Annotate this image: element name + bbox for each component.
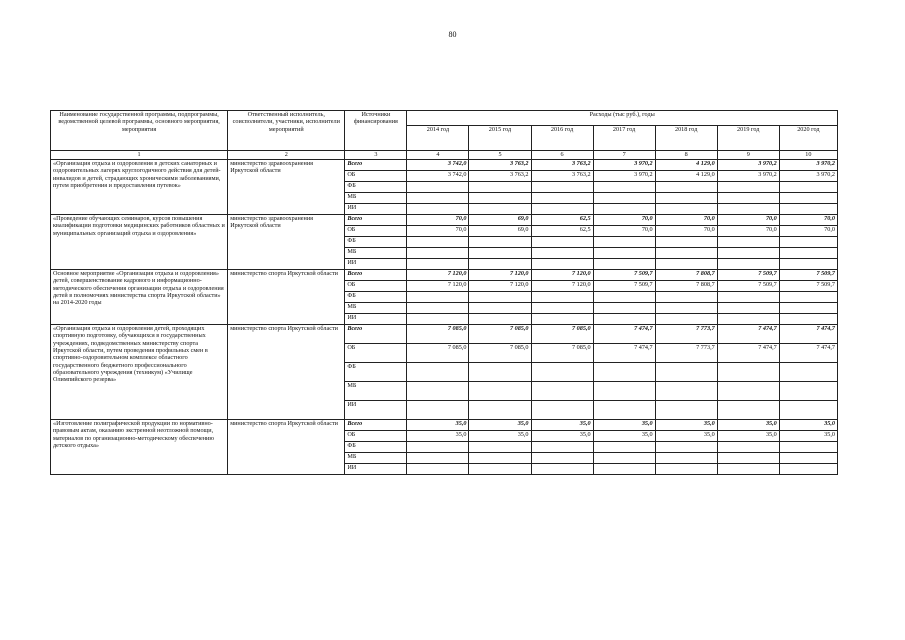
- expense-value: 70,0: [655, 226, 717, 237]
- expense-value: [717, 401, 779, 420]
- expense-value: 70,0: [717, 226, 779, 237]
- expense-value: [655, 453, 717, 464]
- expense-value: [717, 204, 779, 215]
- expense-value: [531, 314, 593, 325]
- expense-value: 3 763,2: [531, 160, 593, 171]
- expense-value: [593, 292, 655, 303]
- expense-value: [407, 182, 469, 193]
- funding-source: ФБ: [345, 292, 407, 303]
- expense-value: [779, 248, 837, 259]
- table-row: [51, 420, 838, 431]
- expense-value: 7 085,0: [469, 344, 531, 363]
- expense-value: [717, 442, 779, 453]
- expense-value: [655, 193, 717, 204]
- expense-value: 7 808,7: [655, 270, 717, 281]
- measure-name: «Организация отдыха и оздоровления в детских санаторных и оздоровительных лагерях круглогодичного действия для детей-инвалидов и детей, страдающих хроническими заболеваниями, путем приобретения и предоставления путевок»: [51, 160, 228, 215]
- funding-source: Всего: [345, 160, 407, 171]
- expense-value: [593, 314, 655, 325]
- header-executor: Ответственный исполнитель, соисполнители, участники, исполнители мероприятий: [228, 111, 345, 151]
- expense-value: 7 773,7: [655, 325, 717, 344]
- executor: министерство здравоохранения Иркутской области: [228, 160, 345, 215]
- column-number: 5: [469, 151, 531, 160]
- expense-value: [779, 363, 837, 382]
- budget-table: [50, 110, 838, 475]
- expense-value: [469, 182, 531, 193]
- column-number: 9: [717, 151, 779, 160]
- expense-value: 69,0: [469, 226, 531, 237]
- expense-value: [593, 248, 655, 259]
- expense-value: 7 474,7: [593, 344, 655, 363]
- expense-value: [469, 401, 531, 420]
- expense-value: [531, 248, 593, 259]
- expense-value: 7 509,7: [593, 270, 655, 281]
- expense-value: [531, 442, 593, 453]
- expense-value: [779, 464, 837, 475]
- expense-value: 7 085,0: [531, 325, 593, 344]
- expense-value: 70,0: [717, 215, 779, 226]
- expense-value: 35,0: [717, 420, 779, 431]
- funding-source: ОБ: [345, 226, 407, 237]
- expense-value: [593, 453, 655, 464]
- expense-value: 7 120,0: [469, 270, 531, 281]
- expense-value: 35,0: [469, 431, 531, 442]
- column-number: 4: [407, 151, 469, 160]
- expense-value: 4 129,0: [655, 160, 717, 171]
- expense-value: [779, 237, 837, 248]
- column-number: 10: [779, 151, 837, 160]
- expense-value: [407, 292, 469, 303]
- expense-value: [469, 382, 531, 401]
- expense-value: 7 120,0: [531, 281, 593, 292]
- expense-value: [593, 363, 655, 382]
- funding-source: Всего: [345, 270, 407, 281]
- measure-name: «Изготовление полиграфической продукции по нормативно-правовым актам, оказанию экстренной неотложной помощи, материалов по организационно-методическому обеспечению детского отдыха»: [51, 420, 228, 475]
- expense-value: [655, 303, 717, 314]
- expense-value: [779, 442, 837, 453]
- header-year: 2015 год: [469, 126, 531, 151]
- expense-value: [593, 237, 655, 248]
- page-number: 80: [448, 30, 457, 39]
- funding-source: ФБ: [345, 237, 407, 248]
- expense-value: [407, 442, 469, 453]
- table-row: [51, 270, 838, 281]
- header-year: 2014 год: [407, 126, 469, 151]
- expense-value: [717, 382, 779, 401]
- funding-source: ОБ: [345, 281, 407, 292]
- expense-value: [407, 303, 469, 314]
- header-expenses: Расходы (тыс руб.), годы: [407, 111, 838, 126]
- expense-value: [593, 204, 655, 215]
- expense-value: [469, 248, 531, 259]
- expense-value: [531, 259, 593, 270]
- expense-value: [717, 303, 779, 314]
- expense-value: [469, 193, 531, 204]
- expense-value: 35,0: [531, 420, 593, 431]
- expense-value: 62,5: [531, 215, 593, 226]
- expense-value: 7 085,0: [531, 344, 593, 363]
- funding-source: МБ: [345, 248, 407, 259]
- expense-value: [717, 248, 779, 259]
- expense-value: 7 474,7: [717, 344, 779, 363]
- header-year: 2019 год: [717, 126, 779, 151]
- expense-value: [469, 453, 531, 464]
- column-number: 3: [345, 151, 407, 160]
- expense-value: [407, 382, 469, 401]
- expense-value: [531, 182, 593, 193]
- expense-value: [531, 401, 593, 420]
- expense-value: 3 970,2: [779, 160, 837, 171]
- expense-value: 69,0: [469, 215, 531, 226]
- expense-value: [779, 453, 837, 464]
- expense-value: 35,0: [779, 431, 837, 442]
- expense-value: [593, 182, 655, 193]
- expense-value: 7 120,0: [531, 270, 593, 281]
- expense-value: [469, 237, 531, 248]
- funding-source: Всего: [345, 215, 407, 226]
- expense-value: [407, 248, 469, 259]
- expense-value: 7 773,7: [655, 344, 717, 363]
- expense-value: [779, 204, 837, 215]
- expense-value: [779, 193, 837, 204]
- expense-value: [779, 382, 837, 401]
- expense-value: [407, 464, 469, 475]
- expense-value: [531, 237, 593, 248]
- expense-value: [469, 363, 531, 382]
- expense-value: [469, 442, 531, 453]
- expense-value: 35,0: [655, 420, 717, 431]
- expense-value: [655, 442, 717, 453]
- funding-source: ОБ: [345, 344, 407, 363]
- expense-value: [531, 453, 593, 464]
- expense-value: 7 120,0: [469, 281, 531, 292]
- expense-value: [717, 314, 779, 325]
- expense-value: 3 970,2: [717, 160, 779, 171]
- header-source: Источники финансирования: [345, 111, 407, 151]
- expense-value: 3 763,2: [469, 171, 531, 182]
- funding-source: ФБ: [345, 442, 407, 453]
- expense-value: 70,0: [407, 226, 469, 237]
- expense-value: 35,0: [779, 420, 837, 431]
- expense-value: 7 085,0: [469, 325, 531, 344]
- funding-source: Всего: [345, 325, 407, 344]
- funding-source: ИИ: [345, 204, 407, 215]
- expense-value: 70,0: [655, 215, 717, 226]
- expense-value: 62,5: [531, 226, 593, 237]
- expense-value: 7 509,7: [779, 281, 837, 292]
- expense-value: 35,0: [593, 420, 655, 431]
- funding-source: ФБ: [345, 182, 407, 193]
- funding-source: Всего: [345, 420, 407, 431]
- executor: министерство спорта Иркутской области: [228, 420, 345, 475]
- expense-value: 7 474,7: [717, 325, 779, 344]
- expense-value: [779, 182, 837, 193]
- column-number: 2: [228, 151, 345, 160]
- expense-value: [407, 193, 469, 204]
- expense-value: [531, 363, 593, 382]
- expense-value: [469, 204, 531, 215]
- table-row: [51, 215, 838, 226]
- expense-value: [779, 259, 837, 270]
- funding-source: МБ: [345, 382, 407, 401]
- header-year: 2018 год: [655, 126, 717, 151]
- expense-value: [593, 382, 655, 401]
- expense-value: [531, 292, 593, 303]
- expense-value: [407, 259, 469, 270]
- expense-value: [655, 363, 717, 382]
- expense-value: [593, 303, 655, 314]
- expense-value: [407, 237, 469, 248]
- funding-source: ИИ: [345, 314, 407, 325]
- expense-value: [469, 303, 531, 314]
- expense-value: 7 509,7: [593, 281, 655, 292]
- expense-value: 35,0: [407, 420, 469, 431]
- executor: министерство здравоохранения Иркутской области: [228, 215, 345, 270]
- executor: министерство спорта Иркутской области: [228, 270, 345, 325]
- expense-value: [655, 464, 717, 475]
- expense-value: [717, 292, 779, 303]
- expense-value: [655, 204, 717, 215]
- expense-value: [717, 453, 779, 464]
- expense-value: 7 474,7: [593, 325, 655, 344]
- expense-value: [655, 314, 717, 325]
- expense-value: [655, 401, 717, 420]
- executor: министерство спорта Иркутской области: [228, 325, 345, 420]
- expense-value: [531, 464, 593, 475]
- expense-value: [655, 248, 717, 259]
- expense-value: [655, 259, 717, 270]
- expense-value: [593, 193, 655, 204]
- funding-source: МБ: [345, 453, 407, 464]
- funding-source: МБ: [345, 193, 407, 204]
- expense-value: 3 970,2: [717, 171, 779, 182]
- expense-value: 3 763,2: [531, 171, 593, 182]
- header-name: Наименование государственной программы, подпрограммы, ведомственной целевой программы, основного мероприятия, мероприятия: [51, 111, 228, 151]
- expense-value: [779, 314, 837, 325]
- header-year: 2020 год: [779, 126, 837, 151]
- funding-source: МБ: [345, 303, 407, 314]
- table-row: [51, 325, 838, 344]
- expense-value: 35,0: [531, 431, 593, 442]
- expense-value: 7 509,7: [717, 270, 779, 281]
- expense-value: 4 129,0: [655, 171, 717, 182]
- expense-value: 70,0: [593, 215, 655, 226]
- expense-value: [779, 292, 837, 303]
- expense-value: [469, 464, 531, 475]
- expense-value: [407, 401, 469, 420]
- expense-value: 35,0: [593, 431, 655, 442]
- expense-value: 7 120,0: [407, 281, 469, 292]
- column-number: 7: [593, 151, 655, 160]
- expense-value: [717, 363, 779, 382]
- expense-value: 7 474,7: [779, 344, 837, 363]
- expense-value: [655, 182, 717, 193]
- expense-value: 7 509,7: [779, 270, 837, 281]
- expense-value: [593, 464, 655, 475]
- expense-value: [717, 193, 779, 204]
- expense-value: 7 474,7: [779, 325, 837, 344]
- expense-value: [779, 401, 837, 420]
- expense-value: [717, 464, 779, 475]
- expense-value: [407, 453, 469, 464]
- expense-value: 70,0: [779, 215, 837, 226]
- expense-value: 70,0: [407, 215, 469, 226]
- funding-source: ИИ: [345, 259, 407, 270]
- expense-value: [779, 303, 837, 314]
- expense-value: [655, 382, 717, 401]
- funding-source: ФБ: [345, 363, 407, 382]
- expense-value: [407, 204, 469, 215]
- funding-source: ОБ: [345, 171, 407, 182]
- column-number: 8: [655, 151, 717, 160]
- measure-name: Основное мероприятие «Организация отдыха и оздоровления» детей, совершенствование кадрового и информационно-методического обеспечения организации отдыха и оздоровления детей в полномочиях министерства спорта Иркутской области» на 2014-2020 годы: [51, 270, 228, 325]
- funding-source: ОБ: [345, 431, 407, 442]
- expense-value: [655, 237, 717, 248]
- table-row: [51, 160, 838, 171]
- expense-value: [593, 401, 655, 420]
- expense-value: 3 970,2: [593, 160, 655, 171]
- expense-value: 3 970,2: [593, 171, 655, 182]
- expense-value: 7 808,7: [655, 281, 717, 292]
- expense-value: [469, 314, 531, 325]
- expense-value: [717, 237, 779, 248]
- expense-value: [407, 314, 469, 325]
- expense-value: [655, 292, 717, 303]
- expense-value: 7 120,0: [407, 270, 469, 281]
- expense-value: 35,0: [407, 431, 469, 442]
- expense-value: [531, 193, 593, 204]
- funding-source: ИИ: [345, 464, 407, 475]
- expense-value: 70,0: [779, 226, 837, 237]
- expense-value: 70,0: [593, 226, 655, 237]
- expense-value: 7 085,0: [407, 325, 469, 344]
- expense-value: [469, 292, 531, 303]
- expense-value: 35,0: [469, 420, 531, 431]
- expense-value: 7 085,0: [407, 344, 469, 363]
- expense-value: [717, 182, 779, 193]
- expense-value: 3 763,2: [469, 160, 531, 171]
- expense-value: 3 970,2: [779, 171, 837, 182]
- expense-value: 3 742,0: [407, 171, 469, 182]
- funding-source: ИИ: [345, 401, 407, 420]
- expense-value: 35,0: [717, 431, 779, 442]
- expense-value: [531, 204, 593, 215]
- header-year: 2016 год: [531, 126, 593, 151]
- column-number: 1: [51, 151, 228, 160]
- expense-value: [531, 303, 593, 314]
- column-number: 6: [531, 151, 593, 160]
- expense-value: [407, 363, 469, 382]
- expense-value: 3 742,0: [407, 160, 469, 171]
- expense-value: 7 509,7: [717, 281, 779, 292]
- measure-name: «Организация отдыха и оздоровления детей, проходящих спортивную подготовку, обучающихся в государственных учреждениях, подведомственных министерству спорта Иркутской области, путем проведения профильных смен в спортивно-оздоровительном комплексе областного государственного бюджетного профессионального образовательного учреждения (техникум) «Училище Олимпийского резерва»: [51, 325, 228, 420]
- expense-value: [593, 259, 655, 270]
- expense-value: [717, 259, 779, 270]
- measure-name: «Проведение обучающих семинаров, курсов повышения квалификации подготовки медицинских работников областных и муниципальных организаций отдыха и оздоровления»: [51, 215, 228, 270]
- expense-value: [469, 259, 531, 270]
- expense-value: [593, 442, 655, 453]
- expense-value: 35,0: [655, 431, 717, 442]
- expense-value: [531, 382, 593, 401]
- header-year: 2017 год: [593, 126, 655, 151]
